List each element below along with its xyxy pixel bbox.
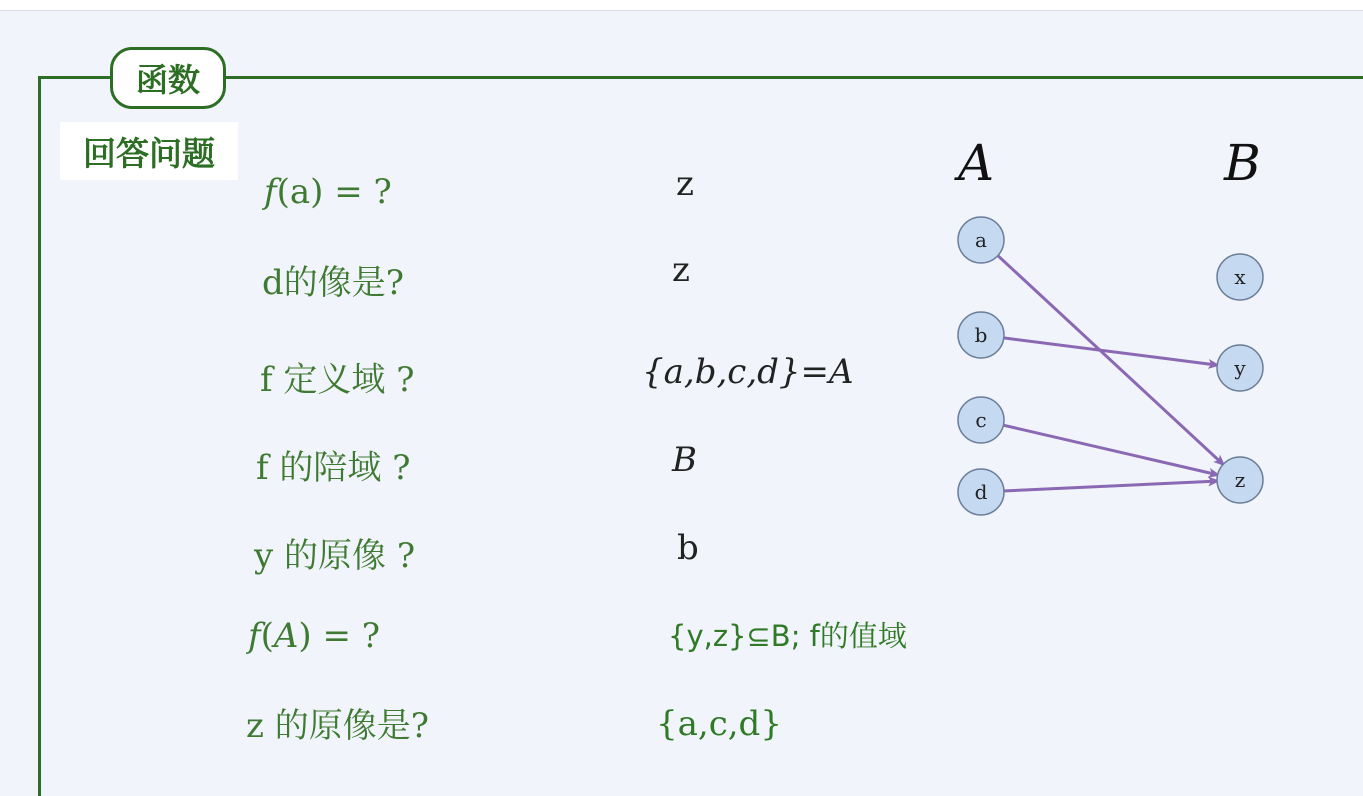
question-1 [264, 172, 392, 212]
answer-6: {y,z}⊆B; f的值域 [668, 619, 907, 653]
question-2: d的像是? [262, 263, 404, 303]
question-6 [248, 616, 380, 656]
node-a-a [958, 217, 1004, 263]
question-1-f: f [264, 172, 277, 212]
set-b-label: B [1224, 134, 1261, 192]
node-label-z: z [1234, 468, 1246, 492]
question-6-rest: ) = ? [298, 616, 381, 656]
title-text: 函数 [135, 61, 200, 99]
subtitle-label [60, 122, 238, 180]
mapping-arrows [995, 253, 1225, 491]
node-label-x: x [1234, 265, 1246, 289]
answer-1: z [676, 164, 694, 204]
arrow-d-to-z [1000, 481, 1219, 491]
node-label-c: c [975, 408, 987, 432]
node-a-d [958, 469, 1004, 515]
question-6-paren: ( [260, 616, 274, 656]
answer-5: b [677, 528, 699, 568]
question-3: f 定义域 ? [260, 360, 415, 400]
set-a-label: A [958, 134, 995, 192]
question-5: y 的原像 ? [254, 536, 416, 576]
question-6-f: f [248, 616, 261, 656]
question-6-var: A [273, 616, 299, 656]
question-4: f 的陪域 ? [256, 448, 411, 488]
top-bar [0, 0, 1363, 11]
subtitle-text: 回答问题 [83, 133, 215, 173]
title-badge [110, 47, 226, 109]
arrow-b-to-y [1000, 337, 1219, 365]
node-a-c [958, 397, 1004, 443]
answer-7: {a,c,d} [656, 704, 782, 744]
answer-3: {a,b,c,d}=A [642, 352, 854, 392]
node-b-x [1217, 254, 1263, 300]
node-a-b [958, 312, 1004, 358]
node-b-z [1217, 457, 1263, 503]
mapping-diagram [940, 200, 1280, 540]
arrow-a-to-z [995, 253, 1225, 466]
question-7: z 的原像是? [246, 706, 429, 746]
node-label-b: b [974, 323, 988, 347]
node-label-a: a [975, 228, 987, 252]
node-label-y: y [1234, 356, 1246, 380]
node-b-y [1217, 345, 1263, 391]
node-label-d: d [974, 480, 988, 504]
question-1-rest: (a) = ? [276, 172, 392, 212]
answer-4: B [672, 440, 697, 480]
answer-2: z [672, 250, 690, 290]
